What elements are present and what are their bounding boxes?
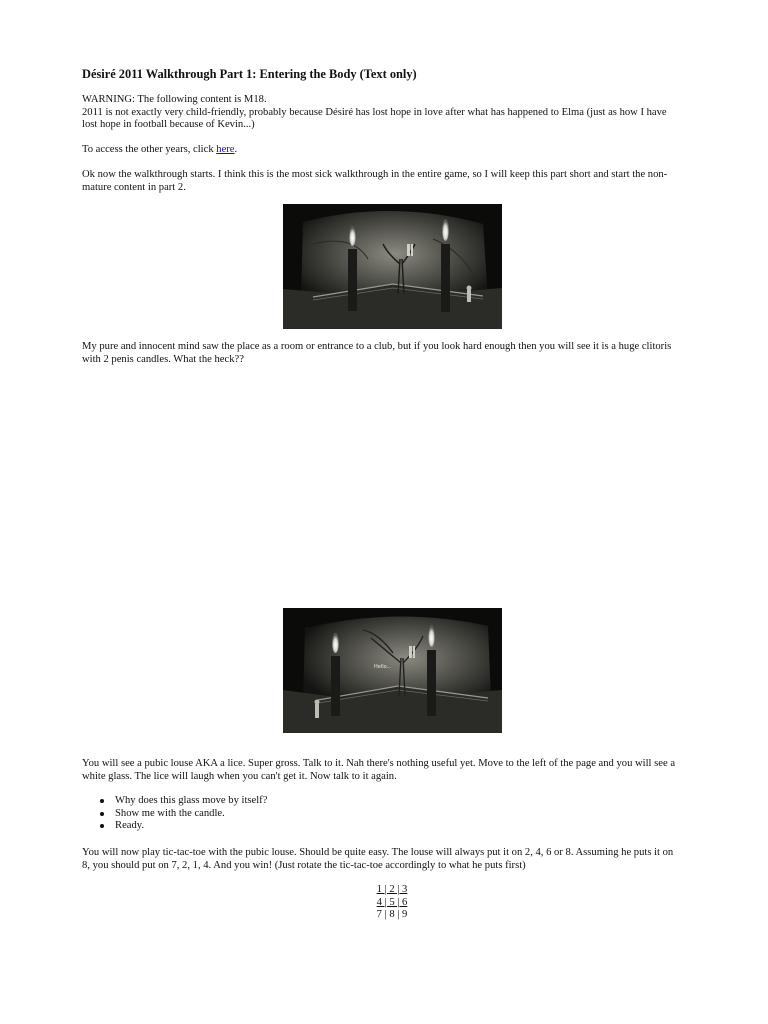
louse-line: You will see a pubic louse AKA a lice. Super gross. Talk to it. Nah there's nothing useful yet. Move to the left of the page and you will see a xyxy=(82,758,676,769)
game-screenshot-candles xyxy=(283,204,502,329)
warning-line: WARNING: The following content is M18. xyxy=(82,94,267,105)
intro-line: Ok now the walkthrough starts. I think this is the most sick walkthrough in the entire game, so I will keep this part short and start the non- xyxy=(82,169,668,180)
observation-line: with 2 penis candles. What the heck?? xyxy=(82,353,244,365)
warning-line: 2011 is not exactly very child-friendly, probably because Désiré has lost hope in love after what has happened to Elma (just as how I have xyxy=(82,106,667,118)
dialogue-option: Why does this glass move by itself? xyxy=(82,795,267,808)
intro-paragraph xyxy=(82,169,702,194)
warning-line: lost hope in football because of Kevin...) xyxy=(82,119,255,131)
game-scene-illustration xyxy=(283,204,502,329)
page-title: Désiré 2011 Walkthrough Part 1: Entering the Body (Text only) xyxy=(82,67,417,81)
grid-row: 1 | 2 | 3 xyxy=(376,884,408,895)
grid-row: 7 | 8 | 9 xyxy=(376,909,408,921)
game-screenshot-louse xyxy=(283,608,502,733)
other-years-link[interactable]: here xyxy=(216,144,235,155)
dialogue-options-list xyxy=(82,795,267,833)
tictactoe-line: 8, you should put on 7, 2, 1, 4. And you win! (Just rotate the tic-tac-toe accordingly to what he puts first) xyxy=(82,859,526,871)
louse-paragraph xyxy=(82,758,702,783)
dialogue-option: Ready. xyxy=(82,820,267,833)
intro-line: mature content in part 2. xyxy=(82,181,186,193)
warning-paragraph xyxy=(82,94,702,132)
dialogue-option: Show me with the candle. xyxy=(82,808,267,821)
tictactoe-paragraph xyxy=(82,847,702,872)
access-suffix: . xyxy=(234,144,238,155)
access-prefix: To access the other years, click xyxy=(82,144,217,155)
tictactoe-grid xyxy=(82,884,702,922)
speech-label: Hello... xyxy=(374,664,392,670)
louse-line: white glass. The lice will laugh when you can't get it. Now talk to it again. xyxy=(82,770,397,782)
access-paragraph xyxy=(82,144,702,157)
observation-line: My pure and innocent mind saw the place as a room or entrance to a club, but if you look hard enough then you will see it is a huge clitoris xyxy=(82,341,672,352)
observation-paragraph xyxy=(82,341,702,366)
game-scene-illustration xyxy=(283,608,502,733)
grid-row: 4 | 5 | 6 xyxy=(376,896,408,908)
tictactoe-line: You will now play tic-tac-toe with the pubic louse. Should be quite easy. The louse will always put it on 2, 4, 6 or 8. Assuming he puts it on xyxy=(82,847,674,858)
